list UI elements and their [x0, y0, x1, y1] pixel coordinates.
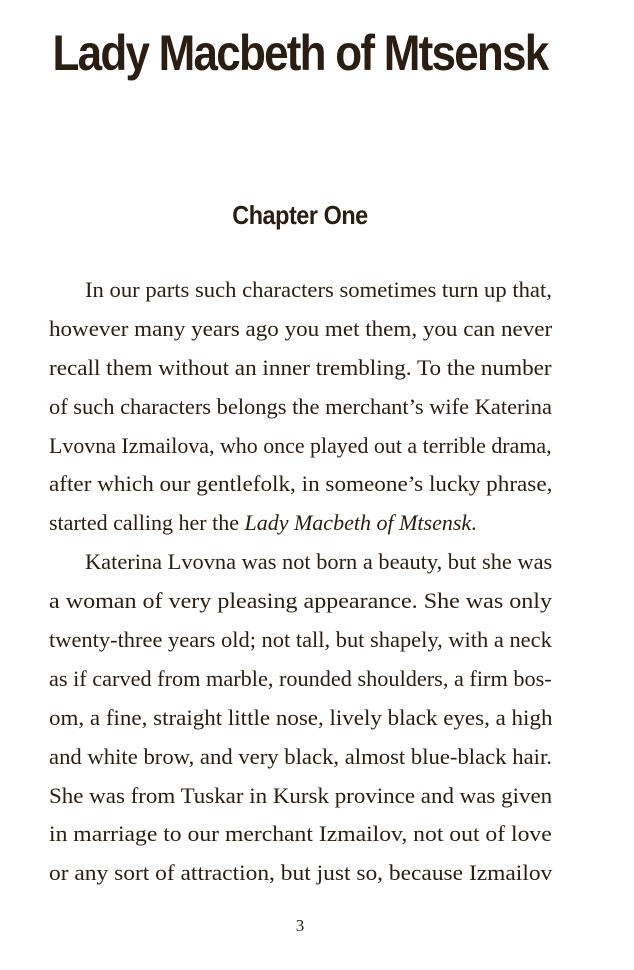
text-line: om, a fine, straight little nose, lively black eyes, a high — [49, 704, 553, 730]
text-line: Lvovna Izmailova, who once played out a terrible drama, — [49, 432, 552, 458]
text-line: started calling her the Lady Macbeth of Mtsensk. — [49, 510, 477, 536]
book-title: Lady Macbeth of Mtsensk — [52, 25, 548, 81]
text-line: recall them without an inner trembling. To the number — [49, 354, 552, 380]
page-number: 3 — [295, 916, 305, 935]
text-line: or any sort of attraction, but just so, because Izmailov — [49, 860, 553, 886]
text-line: twenty-three years old; not tall, but shapely, with a neck — [49, 627, 552, 653]
text-line: and white brow, and very black, almost blue-black hair. — [49, 743, 552, 769]
text-line: Katerina Lvovna was not born a beauty, but she was — [85, 549, 553, 575]
text-line: however many years ago you met them, you can never — [49, 315, 553, 341]
text-line: In our parts such characters sometimes turn up that, — [85, 277, 552, 302]
text-line: in marriage to our merchant Izmailov, not out of love — [49, 821, 552, 847]
text-line: of such characters belongs the merchant’s wife Katerina — [49, 393, 552, 419]
text-line: a woman of very pleasing appearance. She was only — [49, 588, 553, 614]
text-line: She was from Tuskar in Kursk province and was given — [49, 782, 553, 808]
text-line: after which our gentlefolk, in someone’s lucky phrase, — [49, 471, 553, 497]
body-text — [49, 271, 552, 893]
italic-title: Lady Macbeth of Mtsensk — [244, 510, 472, 536]
chapter-heading: Chapter One — [232, 200, 368, 230]
text-line: as if carved from marble, rounded shoulders, a firm bos- — [49, 665, 552, 691]
